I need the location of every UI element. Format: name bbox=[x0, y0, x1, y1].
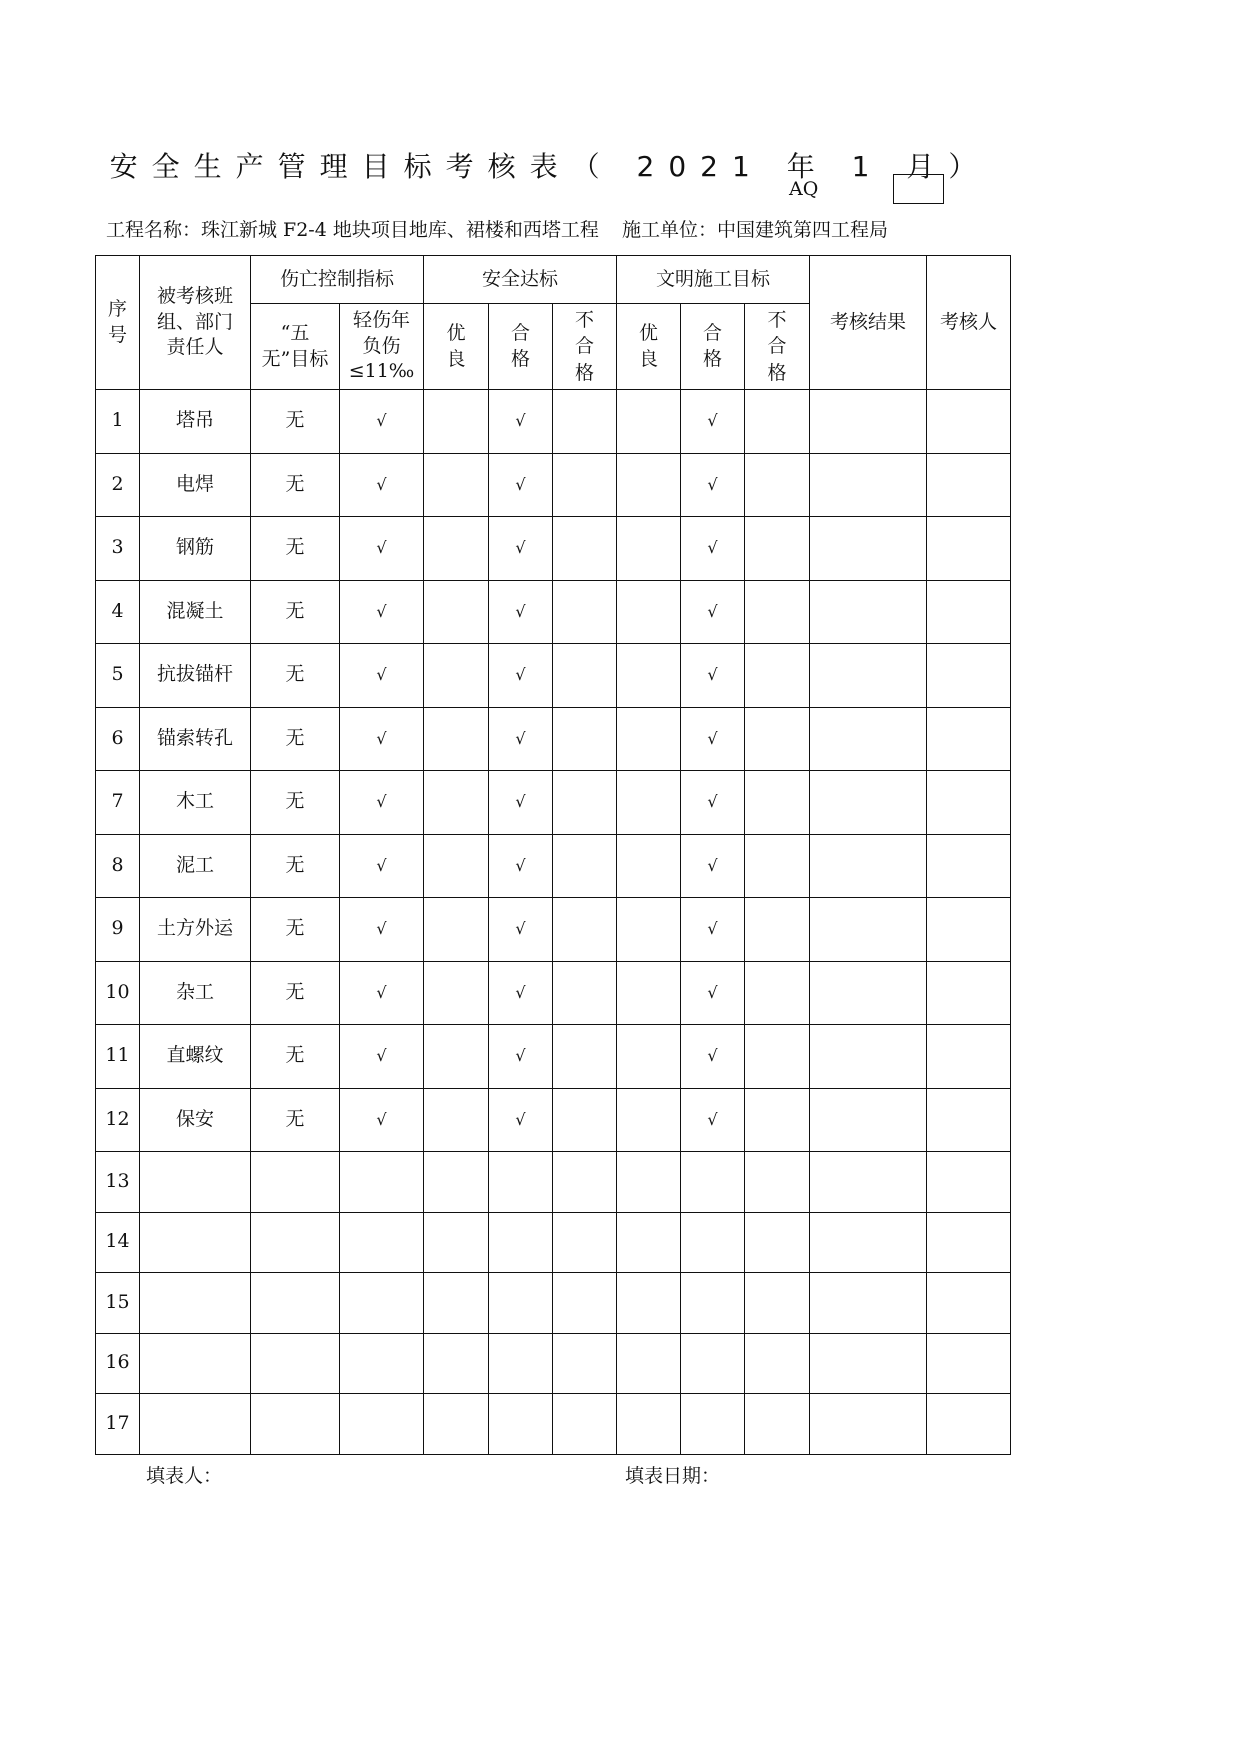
seq-cell: 8 bbox=[96, 834, 140, 898]
safety-qualified-cell[interactable]: √ bbox=[489, 1088, 553, 1152]
result-cell[interactable] bbox=[810, 1088, 927, 1152]
safety-excellent-cell[interactable] bbox=[424, 1333, 489, 1394]
page-title: 安全生产管理目标考核表（ 2021 年 1 月） bbox=[109, 150, 991, 183]
team-cell[interactable]: 土方外运 bbox=[140, 898, 251, 962]
safety-excellent-cell[interactable] bbox=[424, 390, 489, 454]
safety-qualified-cell[interactable]: √ bbox=[489, 771, 553, 835]
header-five-none: “五无”目标 bbox=[251, 304, 340, 390]
seq-cell: 16 bbox=[96, 1333, 140, 1394]
seq-cell: 1 bbox=[96, 390, 140, 454]
safety-unqualified-cell[interactable] bbox=[553, 961, 617, 1025]
civil-excellent-cell[interactable] bbox=[617, 1152, 681, 1213]
safety-unqualified-cell[interactable] bbox=[553, 1088, 617, 1152]
safety-qualified-cell[interactable]: √ bbox=[489, 961, 553, 1025]
safety-unqualified-cell[interactable] bbox=[553, 898, 617, 962]
table-row bbox=[96, 390, 1011, 454]
table-row bbox=[96, 1333, 1011, 1394]
result-cell[interactable] bbox=[810, 898, 927, 962]
team-cell[interactable]: 杂工 bbox=[140, 961, 251, 1025]
result-cell[interactable] bbox=[810, 1333, 927, 1394]
five-none-cell[interactable] bbox=[251, 1333, 340, 1394]
safety-unqualified-cell[interactable] bbox=[553, 1212, 617, 1273]
project-name: 工程名称：珠江新城 F2-4 地块项目地库、裙楼和西塔工程 bbox=[106, 219, 599, 241]
safety-unqualified-cell[interactable] bbox=[553, 390, 617, 454]
result-cell[interactable] bbox=[810, 1273, 927, 1334]
five-none-cell[interactable]: 无 bbox=[251, 1088, 340, 1152]
assessor-cell[interactable] bbox=[927, 580, 1011, 644]
table-row bbox=[96, 1394, 1011, 1455]
seq-cell: 14 bbox=[96, 1212, 140, 1273]
safety-unqualified-cell[interactable] bbox=[553, 1025, 617, 1089]
safety-unqualified-cell[interactable] bbox=[553, 771, 617, 835]
team-cell[interactable]: 塔吊 bbox=[140, 390, 251, 454]
civil-qualified-cell[interactable]: √ bbox=[681, 898, 745, 962]
seq-cell: 3 bbox=[96, 517, 140, 581]
table-row bbox=[96, 1088, 1011, 1152]
header-team: 被考核班组、部门责任人 bbox=[140, 256, 251, 390]
table-row bbox=[96, 644, 1011, 708]
civil-unqualified-cell[interactable] bbox=[745, 898, 810, 962]
civil-qualified-cell[interactable]: √ bbox=[681, 453, 745, 517]
five-none-cell[interactable]: 无 bbox=[251, 390, 340, 454]
civil-unqualified-cell[interactable] bbox=[745, 834, 810, 898]
construction-unit: 施工单位：中国建筑第四工程局 bbox=[622, 219, 889, 241]
team-cell[interactable] bbox=[140, 1333, 251, 1394]
safety-unqualified-cell[interactable] bbox=[553, 1394, 617, 1455]
safety-qualified-cell[interactable]: √ bbox=[489, 580, 553, 644]
result-cell[interactable] bbox=[810, 580, 927, 644]
seq-cell: 7 bbox=[96, 771, 140, 835]
assessor-cell[interactable] bbox=[927, 1025, 1011, 1089]
five-none-cell[interactable]: 无 bbox=[251, 898, 340, 962]
table-row bbox=[96, 517, 1011, 581]
safety-qualified-cell[interactable] bbox=[489, 1394, 553, 1455]
header-row-1 bbox=[96, 256, 1011, 304]
civil-unqualified-cell[interactable] bbox=[745, 1212, 810, 1273]
civil-excellent-cell[interactable] bbox=[617, 1088, 681, 1152]
team-cell[interactable] bbox=[140, 1152, 251, 1213]
assessor-cell[interactable] bbox=[927, 1152, 1011, 1213]
safety-unqualified-cell[interactable] bbox=[553, 644, 617, 708]
safety-qualified-cell[interactable]: √ bbox=[489, 390, 553, 454]
civil-excellent-cell[interactable] bbox=[617, 1394, 681, 1455]
five-none-cell[interactable]: 无 bbox=[251, 961, 340, 1025]
safety-excellent-cell[interactable] bbox=[424, 517, 489, 581]
aq-number-box[interactable] bbox=[893, 174, 944, 204]
five-none-cell[interactable]: 无 bbox=[251, 1025, 340, 1089]
seq-cell: 17 bbox=[96, 1394, 140, 1455]
civil-excellent-cell[interactable] bbox=[617, 834, 681, 898]
team-cell[interactable]: 抗拔锚杆 bbox=[140, 644, 251, 708]
civil-qualified-cell[interactable] bbox=[681, 1212, 745, 1273]
safety-excellent-cell[interactable] bbox=[424, 1088, 489, 1152]
civil-qualified-cell[interactable] bbox=[681, 1394, 745, 1455]
safety-qualified-cell[interactable]: √ bbox=[489, 1025, 553, 1089]
civil-excellent-cell[interactable] bbox=[617, 453, 681, 517]
civil-unqualified-cell[interactable] bbox=[745, 517, 810, 581]
table-row bbox=[96, 771, 1011, 835]
result-cell[interactable] bbox=[810, 1394, 927, 1455]
result-cell[interactable] bbox=[810, 517, 927, 581]
minor-injury-cell[interactable]: √ bbox=[340, 453, 424, 517]
civil-excellent-cell[interactable] bbox=[617, 580, 681, 644]
five-none-cell[interactable] bbox=[251, 1212, 340, 1273]
result-cell[interactable] bbox=[810, 1025, 927, 1089]
assessor-cell[interactable] bbox=[927, 1333, 1011, 1394]
table-row bbox=[96, 1212, 1011, 1273]
civil-qualified-cell[interactable]: √ bbox=[681, 707, 745, 771]
assessor-cell[interactable] bbox=[927, 834, 1011, 898]
minor-injury-cell[interactable] bbox=[340, 1273, 424, 1334]
civil-unqualified-cell[interactable] bbox=[745, 1333, 810, 1394]
safety-unqualified-cell[interactable] bbox=[553, 1273, 617, 1334]
header-civil-excellent: 优良 bbox=[617, 304, 681, 390]
safety-qualified-cell[interactable]: √ bbox=[489, 834, 553, 898]
safety-qualified-cell[interactable] bbox=[489, 1333, 553, 1394]
civil-excellent-cell[interactable] bbox=[617, 707, 681, 771]
civil-unqualified-cell[interactable] bbox=[745, 1025, 810, 1089]
assessment-table bbox=[95, 255, 1011, 1455]
civil-unqualified-cell[interactable] bbox=[745, 961, 810, 1025]
civil-excellent-cell[interactable] bbox=[617, 644, 681, 708]
result-cell[interactable] bbox=[810, 1152, 927, 1213]
civil-qualified-cell[interactable]: √ bbox=[681, 1025, 745, 1089]
five-none-cell[interactable]: 无 bbox=[251, 453, 340, 517]
civil-excellent-cell[interactable] bbox=[617, 390, 681, 454]
civil-qualified-cell[interactable]: √ bbox=[681, 517, 745, 581]
fill-date-label: 填表日期： bbox=[625, 1465, 721, 1487]
civil-excellent-cell[interactable] bbox=[617, 1025, 681, 1089]
safety-qualified-cell[interactable] bbox=[489, 1212, 553, 1273]
team-cell[interactable]: 保安 bbox=[140, 1088, 251, 1152]
result-cell[interactable] bbox=[810, 453, 927, 517]
result-cell[interactable] bbox=[810, 707, 927, 771]
header-safety-excellent: 优良 bbox=[424, 304, 489, 390]
safety-excellent-cell[interactable] bbox=[424, 898, 489, 962]
seq-cell: 6 bbox=[96, 707, 140, 771]
assessor-cell[interactable] bbox=[927, 644, 1011, 708]
civil-unqualified-cell[interactable] bbox=[745, 771, 810, 835]
table-row bbox=[96, 580, 1011, 644]
civil-unqualified-cell[interactable] bbox=[745, 390, 810, 454]
seq-cell: 15 bbox=[96, 1273, 140, 1334]
safety-excellent-cell[interactable] bbox=[424, 707, 489, 771]
result-cell[interactable] bbox=[810, 390, 927, 454]
seq-cell: 12 bbox=[96, 1088, 140, 1152]
seq-cell: 2 bbox=[96, 453, 140, 517]
safety-excellent-cell[interactable] bbox=[424, 961, 489, 1025]
safety-qualified-cell[interactable] bbox=[489, 1152, 553, 1213]
safety-unqualified-cell[interactable] bbox=[553, 580, 617, 644]
team-cell[interactable] bbox=[140, 1394, 251, 1455]
safety-excellent-cell[interactable] bbox=[424, 834, 489, 898]
assessor-cell[interactable] bbox=[927, 898, 1011, 962]
civil-excellent-cell[interactable] bbox=[617, 1212, 681, 1273]
safety-qualified-cell[interactable]: √ bbox=[489, 707, 553, 771]
five-none-cell[interactable]: 无 bbox=[251, 707, 340, 771]
table-row bbox=[96, 707, 1011, 771]
minor-injury-cell[interactable]: √ bbox=[340, 390, 424, 454]
assessor-cell[interactable] bbox=[927, 1394, 1011, 1455]
safety-excellent-cell[interactable] bbox=[424, 453, 489, 517]
header-civil-qualified: 合格 bbox=[681, 304, 745, 390]
table-row bbox=[96, 898, 1011, 962]
seq-cell: 5 bbox=[96, 644, 140, 708]
header-minor-injury: 轻伤年负伤≤11‰ bbox=[340, 304, 424, 390]
civil-qualified-cell[interactable]: √ bbox=[681, 771, 745, 835]
team-cell[interactable] bbox=[140, 1212, 251, 1273]
civil-unqualified-cell[interactable] bbox=[745, 1152, 810, 1213]
five-none-cell[interactable]: 无 bbox=[251, 517, 340, 581]
minor-injury-cell[interactable]: √ bbox=[340, 961, 424, 1025]
safety-unqualified-cell[interactable] bbox=[553, 834, 617, 898]
team-cell[interactable] bbox=[140, 1273, 251, 1334]
assessor-cell[interactable] bbox=[927, 517, 1011, 581]
civil-qualified-cell[interactable]: √ bbox=[681, 961, 745, 1025]
minor-injury-cell[interactable] bbox=[340, 1333, 424, 1394]
civil-qualified-cell[interactable]: √ bbox=[681, 1088, 745, 1152]
table-row bbox=[96, 1273, 1011, 1334]
header-injury-control: 伤亡控制指标 bbox=[251, 256, 424, 304]
civil-excellent-cell[interactable] bbox=[617, 898, 681, 962]
civil-excellent-cell[interactable] bbox=[617, 771, 681, 835]
safety-unqualified-cell[interactable] bbox=[553, 1333, 617, 1394]
result-cell[interactable] bbox=[810, 644, 927, 708]
five-none-cell[interactable]: 无 bbox=[251, 771, 340, 835]
result-cell[interactable] bbox=[810, 834, 927, 898]
table-row bbox=[96, 1025, 1011, 1089]
team-cell[interactable]: 木工 bbox=[140, 771, 251, 835]
civil-unqualified-cell[interactable] bbox=[745, 707, 810, 771]
team-cell[interactable]: 泥工 bbox=[140, 834, 251, 898]
header-civil-unqualified: 不合格 bbox=[745, 304, 810, 390]
safety-unqualified-cell[interactable] bbox=[553, 517, 617, 581]
civil-qualified-cell[interactable]: √ bbox=[681, 834, 745, 898]
seq-cell: 9 bbox=[96, 898, 140, 962]
minor-injury-cell[interactable]: √ bbox=[340, 580, 424, 644]
minor-injury-cell[interactable]: √ bbox=[340, 898, 424, 962]
civil-qualified-cell[interactable] bbox=[681, 1333, 745, 1394]
safety-qualified-cell[interactable]: √ bbox=[489, 517, 553, 581]
safety-qualified-cell[interactable]: √ bbox=[489, 898, 553, 962]
safety-unqualified-cell[interactable] bbox=[553, 707, 617, 771]
minor-injury-cell[interactable]: √ bbox=[340, 644, 424, 708]
result-cell[interactable] bbox=[810, 1212, 927, 1273]
filler-label: 填表人： bbox=[146, 1465, 223, 1487]
result-cell[interactable] bbox=[810, 771, 927, 835]
table-row bbox=[96, 1152, 1011, 1213]
minor-injury-cell[interactable]: √ bbox=[340, 1088, 424, 1152]
civil-unqualified-cell[interactable] bbox=[745, 644, 810, 708]
civil-unqualified-cell[interactable] bbox=[745, 1273, 810, 1334]
team-cell[interactable]: 直螺纹 bbox=[140, 1025, 251, 1089]
civil-qualified-cell[interactable]: √ bbox=[681, 580, 745, 644]
team-cell[interactable]: 混凝土 bbox=[140, 580, 251, 644]
team-cell[interactable]: 电焊 bbox=[140, 453, 251, 517]
table-row bbox=[96, 453, 1011, 517]
safety-excellent-cell[interactable] bbox=[424, 1152, 489, 1213]
civil-excellent-cell[interactable] bbox=[617, 1273, 681, 1334]
header-civilized-construction: 文明施工目标 bbox=[617, 256, 810, 304]
minor-injury-cell[interactable]: √ bbox=[340, 771, 424, 835]
civil-excellent-cell[interactable] bbox=[617, 961, 681, 1025]
seq-cell: 13 bbox=[96, 1152, 140, 1213]
team-cell[interactable]: 钢筋 bbox=[140, 517, 251, 581]
minor-injury-cell[interactable] bbox=[340, 1394, 424, 1455]
five-none-cell[interactable] bbox=[251, 1273, 340, 1334]
safety-excellent-cell[interactable] bbox=[424, 580, 489, 644]
civil-excellent-cell[interactable] bbox=[617, 1333, 681, 1394]
header-safety-qualified: 合格 bbox=[489, 304, 553, 390]
five-none-cell[interactable]: 无 bbox=[251, 834, 340, 898]
civil-unqualified-cell[interactable] bbox=[745, 1394, 810, 1455]
safety-excellent-cell[interactable] bbox=[424, 1025, 489, 1089]
civil-excellent-cell[interactable] bbox=[617, 517, 681, 581]
team-cell[interactable]: 锚索转孔 bbox=[140, 707, 251, 771]
civil-unqualified-cell[interactable] bbox=[745, 1088, 810, 1152]
assessor-cell[interactable] bbox=[927, 453, 1011, 517]
assessor-cell[interactable] bbox=[927, 771, 1011, 835]
civil-qualified-cell[interactable] bbox=[681, 1273, 745, 1334]
civil-unqualified-cell[interactable] bbox=[745, 580, 810, 644]
assessor-cell[interactable] bbox=[927, 961, 1011, 1025]
safety-excellent-cell[interactable] bbox=[424, 771, 489, 835]
civil-unqualified-cell[interactable] bbox=[745, 453, 810, 517]
five-none-cell[interactable]: 无 bbox=[251, 580, 340, 644]
safety-excellent-cell[interactable] bbox=[424, 644, 489, 708]
minor-injury-cell[interactable] bbox=[340, 1152, 424, 1213]
seq-cell: 4 bbox=[96, 580, 140, 644]
assessor-cell[interactable] bbox=[927, 1212, 1011, 1273]
five-none-cell[interactable] bbox=[251, 1152, 340, 1213]
safety-unqualified-cell[interactable] bbox=[553, 1152, 617, 1213]
minor-injury-cell[interactable] bbox=[340, 1212, 424, 1273]
safety-qualified-cell[interactable]: √ bbox=[489, 453, 553, 517]
five-none-cell[interactable]: 无 bbox=[251, 644, 340, 708]
safety-unqualified-cell[interactable] bbox=[553, 453, 617, 517]
header-safety-standard: 安全达标 bbox=[424, 256, 617, 304]
assessor-cell[interactable] bbox=[927, 1273, 1011, 1334]
result-cell[interactable] bbox=[810, 961, 927, 1025]
table-row bbox=[96, 834, 1011, 898]
five-none-cell[interactable] bbox=[251, 1394, 340, 1455]
safety-excellent-cell[interactable] bbox=[424, 1212, 489, 1273]
minor-injury-cell[interactable]: √ bbox=[340, 834, 424, 898]
safety-excellent-cell[interactable] bbox=[424, 1273, 489, 1334]
safety-qualified-cell[interactable]: √ bbox=[489, 644, 553, 708]
assessor-cell[interactable] bbox=[927, 1088, 1011, 1152]
header-assessor: 考核人 bbox=[927, 256, 1011, 390]
table-row bbox=[96, 961, 1011, 1025]
minor-injury-cell[interactable]: √ bbox=[340, 517, 424, 581]
safety-qualified-cell[interactable] bbox=[489, 1273, 553, 1334]
assessor-cell[interactable] bbox=[927, 390, 1011, 454]
safety-excellent-cell[interactable] bbox=[424, 1394, 489, 1455]
civil-qualified-cell[interactable] bbox=[681, 1152, 745, 1213]
minor-injury-cell[interactable]: √ bbox=[340, 1025, 424, 1089]
minor-injury-cell[interactable]: √ bbox=[340, 707, 424, 771]
aq-label: AQ bbox=[789, 178, 819, 200]
assessor-cell[interactable] bbox=[927, 707, 1011, 771]
civil-qualified-cell[interactable]: √ bbox=[681, 644, 745, 708]
header-seq: 序号 bbox=[96, 256, 140, 390]
seq-cell: 11 bbox=[96, 1025, 140, 1089]
seq-cell: 10 bbox=[96, 961, 140, 1025]
header-result: 考核结果 bbox=[810, 256, 927, 390]
civil-qualified-cell[interactable]: √ bbox=[681, 390, 745, 454]
header-safety-unqualified: 不合格 bbox=[553, 304, 617, 390]
